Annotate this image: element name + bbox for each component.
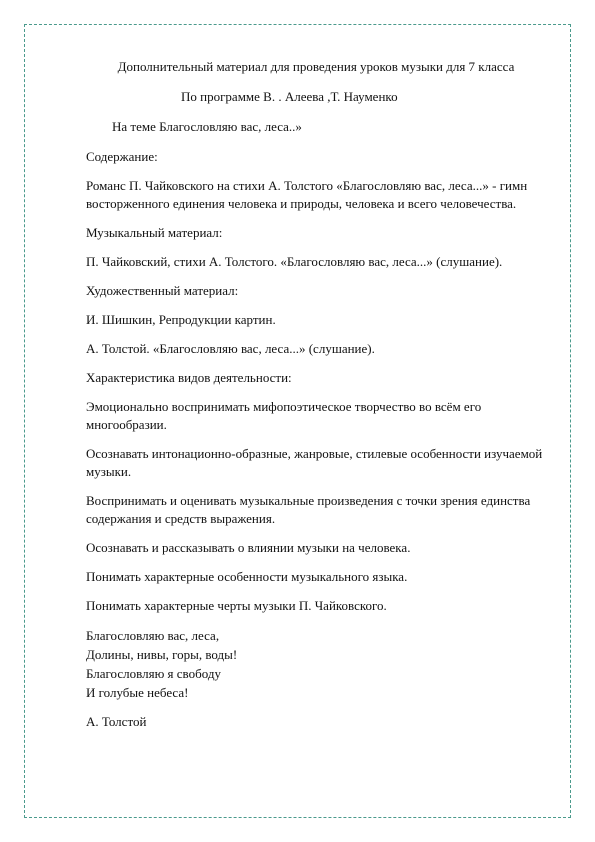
activity-item-1: Эмоционально воспринимать мифопоэтическое творчество во всём его многообразии. bbox=[86, 399, 482, 432]
art-material-item-2: А. Толстой. «Благословляю вас, леса...» (слушание). bbox=[86, 341, 375, 356]
document-body bbox=[86, 58, 546, 742]
poem-line-3: Благословляю я свободу bbox=[86, 666, 221, 681]
activity-item-6: Понимать характерные черты музыки П. Чайковского. bbox=[86, 598, 387, 613]
activity-item-5: Понимать характерные особенности музыкального языка. bbox=[86, 569, 408, 584]
poem-line-2: Долины, нивы, горы, воды! bbox=[86, 647, 238, 662]
program-line: По программе В. . Алеева ,Т. Науменко bbox=[181, 89, 398, 104]
activity-item-3: Воспринимать и оценивать музыкальные произведения с точки зрения единства содержания и средств выражения. bbox=[86, 493, 531, 526]
music-material-item: П. Чайковский, стихи А. Толстого. «Благословляю вас, леса...» (слушание). bbox=[86, 254, 503, 269]
content-paragraph: Романс П. Чайковского на стихи А. Толстого «Благословляю вас, леса...» - гимн восторженного единения человека и природы, человека и всего человечества. bbox=[86, 178, 528, 211]
section-heading-music-material: Музыкальный материал: bbox=[86, 225, 223, 240]
document-title: Дополнительный материал для проведения уроков музыки для 7 класса bbox=[117, 59, 515, 74]
section-heading-art-material: Художественный материал: bbox=[86, 283, 239, 298]
section-heading-content: Содержание: bbox=[86, 149, 158, 164]
poem-line-4: И голубые небеса! bbox=[86, 685, 189, 700]
activity-item-4: Осознавать и рассказывать о влиянии музыки на человека. bbox=[86, 540, 411, 555]
poem-author: А. Толстой bbox=[86, 714, 147, 729]
activity-item-2: Осознавать интонационно-образные, жанровые, стилевые особенности изучаемой музыки. bbox=[86, 446, 543, 479]
topic-line: На теме Благословляю вас, леса..» bbox=[112, 119, 302, 134]
art-material-item-1: И. Шишкин, Репродукции картин. bbox=[86, 312, 276, 327]
poem bbox=[86, 626, 546, 702]
section-heading-activities: Характеристика видов деятельности: bbox=[86, 370, 292, 385]
poem-line-1: Благословляю вас, леса, bbox=[86, 628, 220, 643]
